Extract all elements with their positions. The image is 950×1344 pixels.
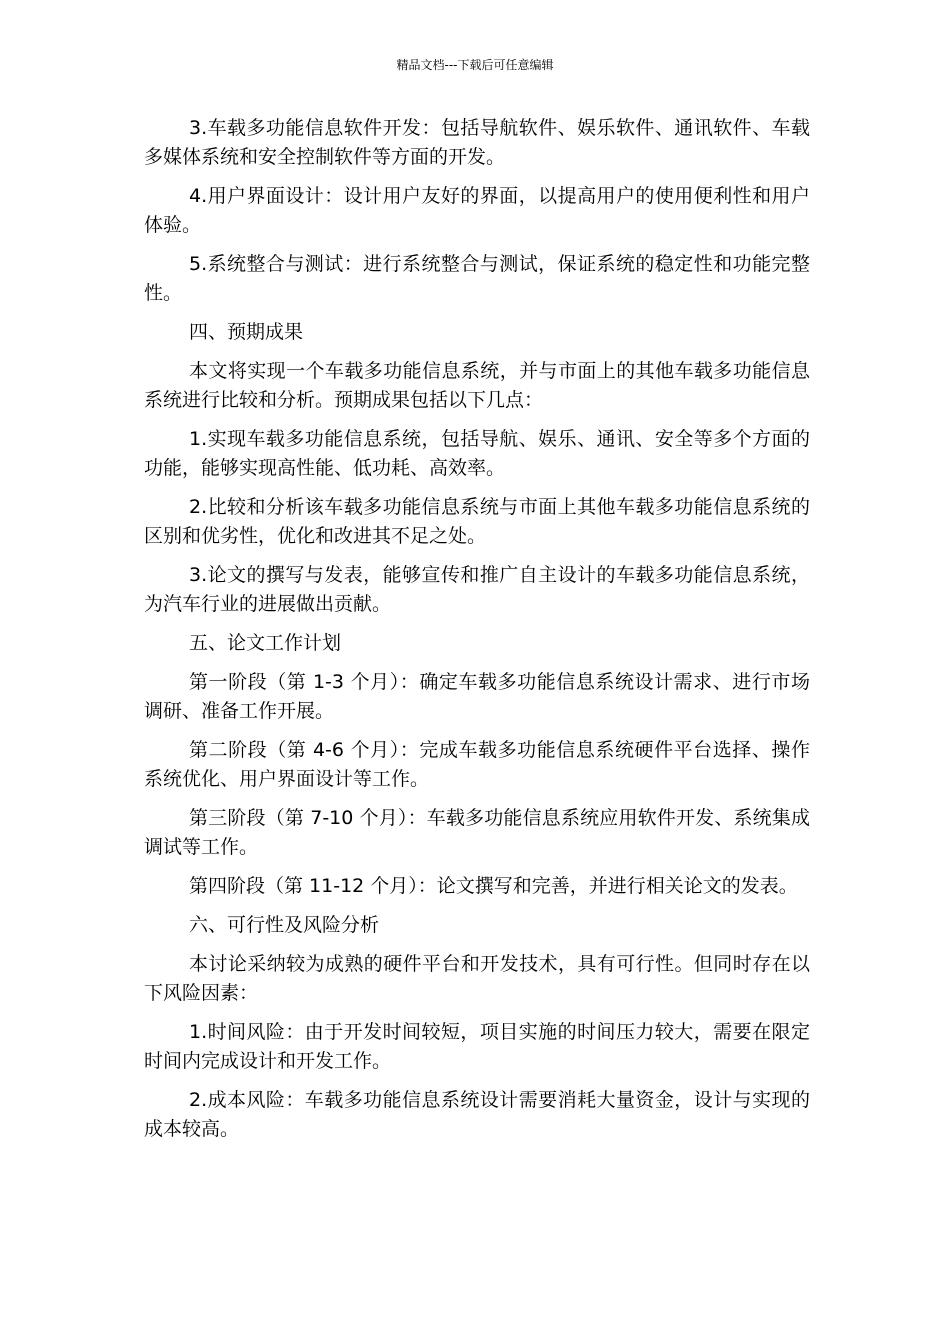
- paragraph: 4.用户界面设计：设计用户友好的界面，以提高用户的使用便利性和用户体验。: [144, 185, 810, 236]
- section-heading: 四、预期成果: [189, 321, 304, 343]
- paragraph: 5.系统整合与测试：进行系统整合与测试，保证系统的稳定性和功能完整性。: [144, 253, 810, 304]
- page-header: 精品文档---下载后可任意编辑: [396, 58, 554, 72]
- paragraph: 本讨论采纳较为成熟的硬件平台和开发技术，具有可行性。但同时存在以下风险因素：: [144, 953, 810, 1004]
- section-heading: 六、可行性及风险分析: [189, 914, 380, 936]
- paragraph: 第二阶段（第 4-6 个月）：完成车载多功能信息系统硬件平台选择、操作系统优化、用户界面设计等工作。: [144, 739, 810, 790]
- paragraph: 1.实现车载多功能信息系统，包括导航、娱乐、通讯、安全等多个方面的功能，能够实现高性能、低功耗、高效率。: [144, 428, 810, 479]
- section-heading: 五、论文工作计划: [189, 632, 342, 654]
- paragraph: 第三阶段（第 7-10 个月）：车载多功能信息系统应用软件开发、系统集成调试等工作。: [144, 807, 810, 858]
- paragraph: 2.成本风险：车载多功能信息系统设计需要消耗大量资金，设计与实现的成本较高。: [144, 1089, 810, 1140]
- paragraph: 3.车载多功能信息软件开发：包括导航软件、娱乐软件、通讯软件、车载多媒体系统和安全控制软件等方面的开发。: [144, 117, 810, 168]
- paragraph: 第四阶段（第 11-12 个月）：论文撰写和完善，并进行相关论文的发表。: [189, 875, 798, 897]
- paragraph: 本文将实现一个车载多功能信息系统，并与市面上的其他车载多功能信息系统进行比较和分析。预期成果包括以下几点：: [144, 360, 810, 411]
- paragraph: 1.时间风险：由于开发时间较短，项目实施的时间压力较大，需要在限定时间内完成设计和开发工作。: [144, 1021, 810, 1072]
- paragraph: 3.论文的撰写与发表，能够宣传和推广自主设计的车载多功能信息系统，为汽车行业的进展做出贡献。: [144, 564, 810, 615]
- document-body: [144, 114, 810, 1154]
- paragraph: 第一阶段（第 1-3 个月）：确定车载多功能信息系统设计需求、进行市场调研、准备工作开展。: [144, 671, 810, 722]
- paragraph: 2.比较和分析该车载多功能信息系统与市面上其他车载多功能信息系统的区别和优劣性，优化和改进其不足之处。: [144, 496, 810, 547]
